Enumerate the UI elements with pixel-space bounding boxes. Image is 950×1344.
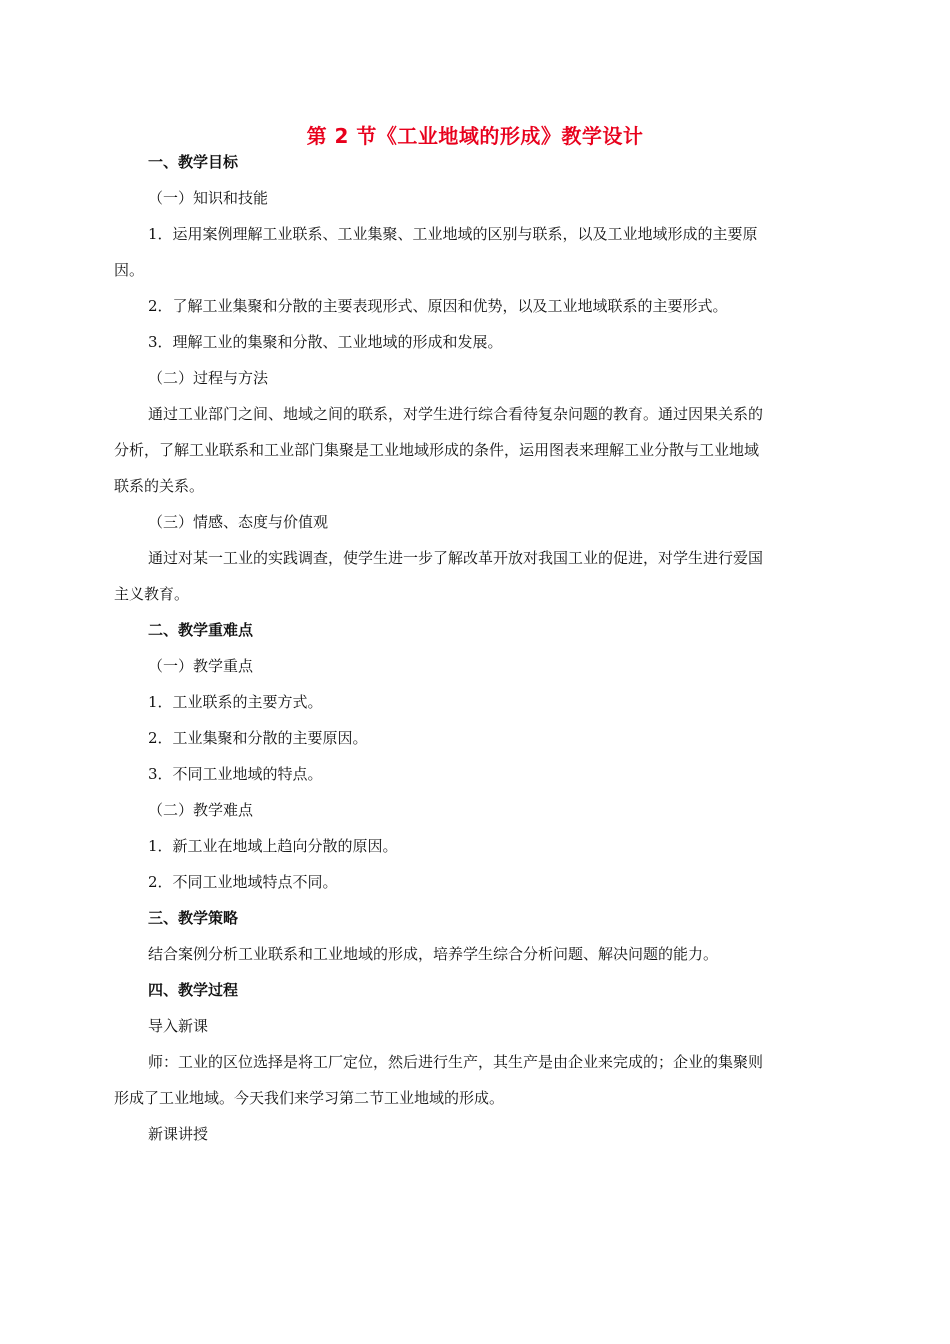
objective-item-2: 2．了解工业集聚和分散的主要表现形式、原因和优势，以及工业地域联系的主要形式。 bbox=[148, 297, 728, 315]
subheading-process-methods: （二）过程与方法 bbox=[148, 369, 269, 387]
process-paragraph-line-2: 分析，了解工业联系和工业部门集聚是工业地域形成的条件，运用图表来理解工业分散与工业地域 bbox=[114, 441, 760, 459]
process-paragraph-line-1: 通过工业部门之间、地域之间的联系，对学生进行综合看待复杂问题的教育。通过因果关系的 bbox=[148, 405, 764, 423]
section-heading-strategy: 三、教学策略 bbox=[148, 909, 239, 927]
objective-item-1-line-1: 1．运用案例理解工业联系、工业集聚、工业地域的区别与联系，以及工业地域形成的主要原 bbox=[148, 225, 758, 243]
key-point-item-1: 1．工业联系的主要方式。 bbox=[148, 693, 323, 711]
key-point-item-3: 3．不同工业地域的特点。 bbox=[148, 765, 323, 783]
section-heading-process: 四、教学过程 bbox=[148, 981, 239, 999]
teacher-paragraph-line-2: 形成了工业地域。今天我们来学习第二节工业地域的形成。 bbox=[114, 1089, 505, 1107]
intro-label: 导入新课 bbox=[148, 1017, 209, 1035]
objective-item-3: 3．理解工业的集聚和分散、工业地域的形成和发展。 bbox=[148, 333, 503, 351]
section-heading-objectives: 一、教学目标 bbox=[148, 153, 239, 171]
difficulty-item-1: 1．新工业在地域上趋向分散的原因。 bbox=[148, 837, 398, 855]
document-body bbox=[114, 151, 838, 1159]
subheading-emotions-values: （三）情感、态度与价值观 bbox=[148, 513, 329, 531]
teacher-paragraph-line-1: 师：工业的区位选择是将工厂定位，然后进行生产，其生产是由企业来完成的；企业的集聚则 bbox=[148, 1053, 764, 1071]
objective-item-1-line-2: 因。 bbox=[114, 261, 145, 279]
values-paragraph-line-1: 通过对某一工业的实践调查，使学生进一步了解改革开放对我国工业的促进，对学生进行爱国 bbox=[148, 549, 764, 567]
section-heading-key-points: 二、教学重难点 bbox=[148, 621, 254, 639]
process-paragraph-line-3: 联系的关系。 bbox=[114, 477, 205, 495]
document-title: 第 2 节《工业地域的形成》教学设计 bbox=[306, 124, 644, 148]
values-paragraph-line-2: 主义教育。 bbox=[114, 585, 190, 603]
difficulty-item-2: 2．不同工业地域特点不同。 bbox=[148, 873, 338, 891]
strategy-paragraph: 结合案例分析工业联系和工业地域的形成，培养学生综合分析问题、解决问题的能力。 bbox=[148, 945, 719, 963]
new-lesson-label: 新课讲授 bbox=[148, 1125, 209, 1143]
key-point-item-2: 2．工业集聚和分散的主要原因。 bbox=[148, 729, 368, 747]
subheading-knowledge-skills: （一）知识和技能 bbox=[148, 189, 269, 207]
subheading-difficulties: （二）教学难点 bbox=[148, 801, 254, 819]
subheading-key-points: （一）教学重点 bbox=[148, 657, 254, 675]
